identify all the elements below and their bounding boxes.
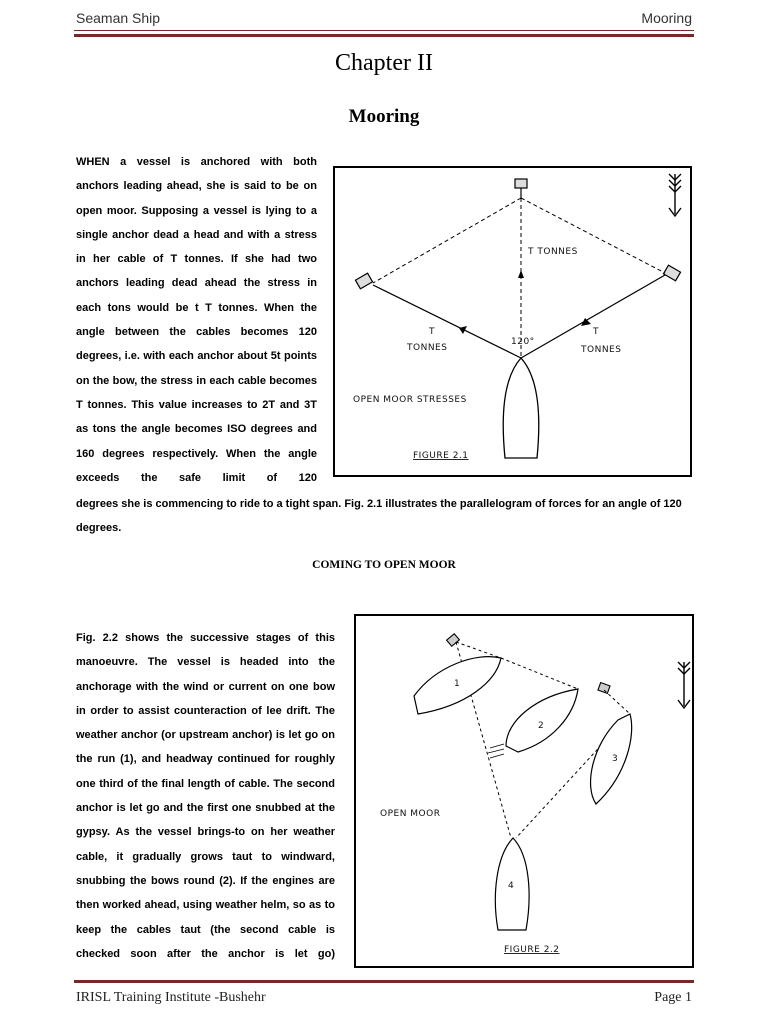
figure-2-1-title: OPEN MOOR STRESSES — [353, 395, 467, 405]
header-right: Mooring — [641, 10, 692, 26]
footer-rule — [74, 980, 694, 983]
section-title: Mooring — [348, 106, 420, 127]
anchor-right-icon — [663, 265, 680, 281]
label-top-tonnes: T TONNES — [528, 247, 578, 257]
figure-2-2-drawing — [356, 616, 692, 966]
footer-left: IRISL Training Institute -Bushehr — [76, 990, 266, 1005]
anchor-left-icon — [355, 273, 372, 289]
header-left: Seaman Ship — [76, 10, 161, 26]
wind-arrow-icon — [669, 174, 681, 216]
figure-2-1-caption: FIGURE 2.1 — [413, 451, 469, 461]
paragraph-manoeuvre: Fig. 2.2 shows the successive stages of this manoeuvre. The vessel is headed into the anchorage with the wind or current on one bow in order to assist counteraction of lee drift. The weather anchor (or upstream anchor) is let go on the run (1), and headway continued for roughly one third of the final length of cable. The second anchor is let go and the first one snubbed at the gypsy. As the vessel brings-to on her weather cable, it gradually grows taut to windward, snubbing the bows round (2). If the engines are then worked ahead, using weather helm, so as to keep the cables taut (the second cable is checked soon after the anchor is let go) — [76, 632, 335, 960]
stage-3-label: 3 — [612, 754, 619, 764]
figure-2-1-drawing — [335, 168, 690, 475]
stage-4-label: 4 — [508, 881, 515, 891]
header-rule-thick — [74, 34, 694, 37]
paragraph-open-moor-continued: degrees she is commencing to ride to a tight span. Fig. 2.1 illustrates the parallelogram of forces for an angle of 120 degrees. — [76, 498, 682, 535]
page-number: Page 1 — [654, 990, 692, 1005]
figure-2-2-title: OPEN MOOR — [380, 809, 441, 819]
subheading-coming-to-open-moor: COMING TO OPEN MOOR — [312, 559, 456, 571]
stage-1-label: 1 — [454, 679, 461, 689]
stage-2-label: 2 — [538, 721, 545, 731]
figure-2-1 — [333, 166, 692, 477]
anchor-second-icon — [598, 683, 610, 694]
figure-2-2 — [354, 614, 694, 968]
header-rule-thin — [74, 30, 694, 31]
anchor-weather-icon — [447, 634, 460, 647]
angle-label: 120° — [511, 337, 535, 347]
figure-2-2-caption: FIGURE 2.2 — [504, 945, 560, 955]
label-left-tonnes: TONNES — [407, 343, 448, 353]
anchor-top-icon — [515, 179, 527, 198]
chapter-title: Chapter II — [335, 50, 433, 76]
wind-arrow-icon — [678, 662, 690, 708]
label-right-tonnes: TONNES — [581, 345, 622, 355]
wash-marks — [488, 744, 504, 758]
label-right-t: T — [593, 327, 599, 337]
paragraph-open-moor-column: WHEN a vessel is anchored with both anchors leading ahead, she is said to be on open moor. Supposing a vessel is lying to a single anchor dead a head and with a stress in her cable of T tonnes. If she had two anchors leading dead ahead the stress in each tons would be t T tonnes. When the angle between the cables becomes 120 degrees, i.e. with each anchor about 5t points on the bow, the stress in each cable becomes T tonnes. This value increases to 2T and 3T as tons the angle becomes ISO degrees and 160 degrees respectively. When the angle exceeds the safe limit of 120 — [76, 156, 317, 484]
ship-hull — [503, 358, 538, 458]
label-left-t: T — [429, 327, 435, 337]
